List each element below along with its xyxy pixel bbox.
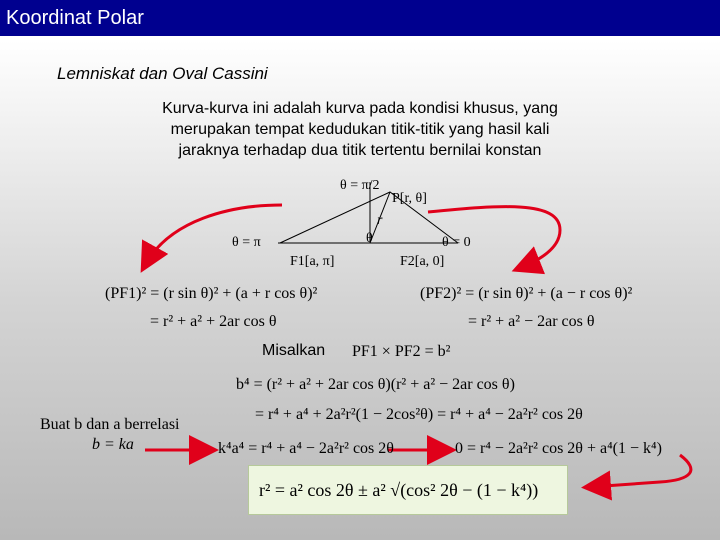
- description-line: Kurva-kurva ini adalah kurva pada kondisi khusus, yang: [162, 100, 558, 117]
- slide-subtitle: Lemniskat dan Oval Cassini: [57, 64, 268, 83]
- product-equation: PF1 × PF2 = b²: [352, 343, 451, 360]
- label-r: r: [377, 213, 383, 228]
- pf2-equation-line1: (PF2)² = (r sin θ)² + (a − r cos θ)²: [420, 285, 633, 302]
- description-line: merupakan tempat kedudukan titik-titik yang hasil kali: [170, 121, 550, 138]
- result-box: [248, 465, 568, 515]
- zero-equation: 0 = r⁴ − 2a²r² cos 2θ + a⁴(1 − k⁴): [455, 440, 662, 457]
- label-f2: F2[a, 0]: [400, 254, 445, 269]
- label-theta-half-pi: θ = π/2: [340, 178, 380, 193]
- pf1-equation-line2: = r² + a² + 2ar cos θ: [150, 313, 277, 330]
- final-equation: r² = a² cos 2θ ± a² √(cos² 2θ − (1 − k⁴)): [259, 480, 539, 500]
- relation-label: Buat b dan a berrelasi: [40, 416, 180, 433]
- misalkan-label: Misalkan: [262, 342, 326, 359]
- b4-equation-line1: b⁴ = (r² + a² + 2ar cos θ)(r² + a² − 2ar cos θ): [236, 376, 515, 393]
- description-line: jaraknya terhadap dua titik tertentu bernilai konstan: [178, 142, 542, 159]
- slide-title: Koordinat Polar: [0, 0, 720, 36]
- label-theta-zero: θ = 0: [442, 235, 471, 250]
- pf2-equation-line2: = r² + a² − 2ar cos θ: [468, 313, 595, 330]
- k4-equation: k⁴a⁴ = r⁴ + a⁴ − 2a²r² cos 2θ: [218, 440, 394, 457]
- label-theta-pi: θ = π: [232, 235, 261, 250]
- label-theta: θ: [366, 231, 373, 246]
- pf1-equation-line1: (PF1)² = (r sin θ)² + (a + r cos θ)²: [105, 285, 318, 302]
- arrow-to-pf1: [145, 205, 282, 265]
- arrow-to-final: [590, 455, 691, 487]
- label-f1: F1[a, π]: [290, 254, 335, 269]
- b4-equation-line2: = r⁴ + a⁴ + 2a²r²(1 − 2cos²θ) = r⁴ + a⁴ − 2a²r² cos 2θ: [255, 406, 583, 423]
- label-point-p: P[r, θ]: [392, 191, 427, 206]
- relation-equation: b = ka: [92, 436, 134, 453]
